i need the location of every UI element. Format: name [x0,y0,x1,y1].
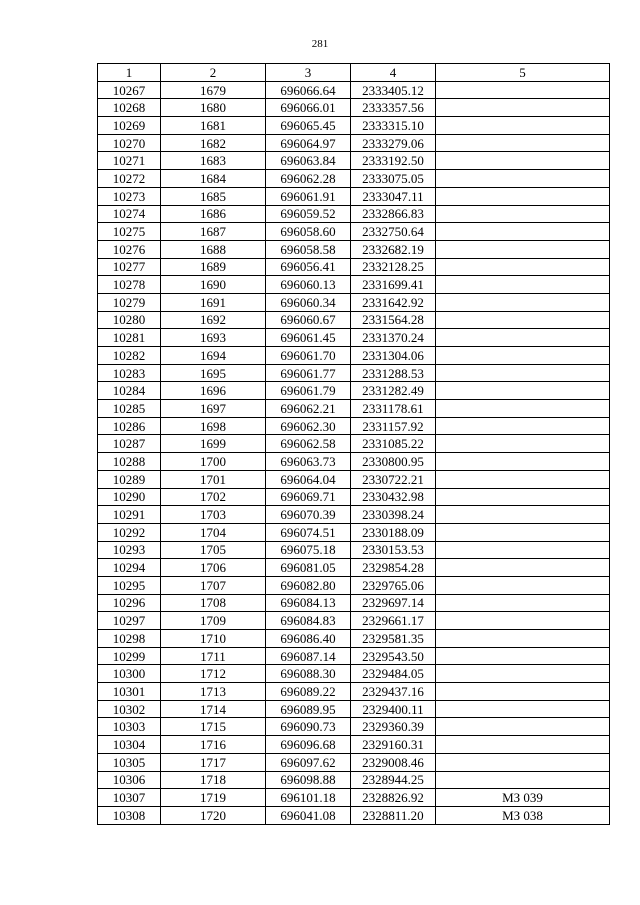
table-cell-col-2: 1713 [161,683,266,701]
table-cell-col-1: 10273 [98,187,161,205]
table-cell-col-5 [436,523,610,541]
table-cell-col-2: 1717 [161,753,266,771]
table-row [98,470,610,488]
table-cell-col-1: 10274 [98,205,161,223]
table-cell-col-2: 1697 [161,400,266,418]
table-cell-col-3: 696061.70 [266,347,351,365]
table-cell-col-1: 10288 [98,453,161,471]
table-cell-col-2: 1679 [161,81,266,99]
table-cell-col-3: 696089.22 [266,683,351,701]
table-row [98,612,610,630]
table-cell-col-3: 696058.60 [266,223,351,241]
table-row [98,736,610,754]
table-cell-col-5 [436,364,610,382]
table-cell-col-1: 10293 [98,541,161,559]
table-row [98,683,610,701]
table-cell-col-2: 1710 [161,630,266,648]
table-cell-col-5 [436,683,610,701]
table-row [98,364,610,382]
table-cell-col-1: 10298 [98,630,161,648]
table-row [98,329,610,347]
table-cell-col-5 [436,488,610,506]
table-cell-col-2: 1694 [161,347,266,365]
table-cell-col-4: 2330432.98 [351,488,436,506]
table-row [98,99,610,117]
table-cell-col-4: 2331699.41 [351,276,436,294]
table-cell-col-5 [436,223,610,241]
table-cell-col-4: 2330188.09 [351,523,436,541]
table-row [98,276,610,294]
table-cell-col-5 [436,170,610,188]
table-cell-col-1: 10300 [98,665,161,683]
table-cell-col-2: 1714 [161,700,266,718]
table-cell-col-1: 10301 [98,683,161,701]
table-cell-col-1: 10270 [98,134,161,152]
table-cell-col-4: 2329360.39 [351,718,436,736]
table-row [98,665,610,683]
table-cell-col-3: 696089.95 [266,700,351,718]
table-body [98,81,610,824]
table-cell-col-3: 696062.58 [266,435,351,453]
table-cell-col-3: 696066.64 [266,81,351,99]
table-cell-col-3: 696090.73 [266,718,351,736]
table-cell-col-1: 10278 [98,276,161,294]
table-row [98,170,610,188]
table-cell-col-2: 1695 [161,364,266,382]
table-row [98,435,610,453]
table-cell-col-4: 2329765.06 [351,576,436,594]
table-row [98,453,610,471]
table-cell-col-5 [436,400,610,418]
table-cell-col-5 [436,382,610,400]
table-row [98,559,610,577]
table-cell-col-3: 696058.58 [266,240,351,258]
table-cell-col-4: 2332750.64 [351,223,436,241]
table-cell-col-3: 696074.51 [266,523,351,541]
table-cell-col-5 [436,736,610,754]
table-cell-col-5 [436,453,610,471]
table-cell-col-5 [436,700,610,718]
table-cell-col-1: 10267 [98,81,161,99]
table-cell-col-2: 1683 [161,152,266,170]
table-cell-col-1: 10285 [98,400,161,418]
table-cell-col-3: 696061.91 [266,187,351,205]
table-cell-col-3: 696084.83 [266,612,351,630]
table-cell-col-4: 2329543.50 [351,647,436,665]
table-cell-col-5 [436,435,610,453]
table-row [98,700,610,718]
table-cell-col-4: 2331178.61 [351,400,436,418]
table-row [98,753,610,771]
table-cell-col-4: 2329581.35 [351,630,436,648]
table-cell-col-1: 10308 [98,806,161,824]
table-cell-col-2: 1718 [161,771,266,789]
table-cell-col-3: 696056.41 [266,258,351,276]
table-cell-col-1: 10272 [98,170,161,188]
table-row [98,347,610,365]
table-cell-col-4: 2329854.28 [351,559,436,577]
table-cell-col-3: 696069.71 [266,488,351,506]
table-cell-col-3: 696062.21 [266,400,351,418]
table-cell-col-4: 2333192.50 [351,152,436,170]
table-row [98,205,610,223]
table-cell-col-5 [436,506,610,524]
table-cell-col-5 [436,612,610,630]
table-cell-col-5 [436,665,610,683]
table-cell-col-5 [436,240,610,258]
table-cell-col-3: 696063.84 [266,152,351,170]
table-cell-col-1: 10307 [98,789,161,807]
table-cell-col-5 [436,329,610,347]
table-cell-col-3: 696060.67 [266,311,351,329]
table-cell-col-3: 696088.30 [266,665,351,683]
table-cell-col-2: 1711 [161,647,266,665]
table-cell-col-1: 10299 [98,647,161,665]
table-cell-col-1: 10289 [98,470,161,488]
table-cell-col-3: 696082.80 [266,576,351,594]
table-cell-col-4: 2328944.25 [351,771,436,789]
table-cell-col-5 [436,470,610,488]
table-cell-col-2: 1706 [161,559,266,577]
coordinates-table [97,63,610,825]
table-cell-col-3: 696064.97 [266,134,351,152]
table-cell-col-4: 2328811.20 [351,806,436,824]
table-cell-col-3: 696101.18 [266,789,351,807]
table-row [98,293,610,311]
table-cell-col-2: 1707 [161,576,266,594]
table-cell-col-3: 696061.45 [266,329,351,347]
table-cell-col-2: 1691 [161,293,266,311]
table-cell-col-5 [436,541,610,559]
table-cell-col-1: 10297 [98,612,161,630]
column-header-2: 2 [161,64,266,82]
table-cell-col-2: 1703 [161,506,266,524]
table-cell-col-2: 1685 [161,187,266,205]
table-cell-col-3: 696097.62 [266,753,351,771]
table-cell-col-3: 696062.28 [266,170,351,188]
table-cell-col-5 [436,753,610,771]
table-cell-col-3: 696098.88 [266,771,351,789]
table-cell-col-5 [436,311,610,329]
table-cell-col-1: 10295 [98,576,161,594]
table-cell-col-5 [436,718,610,736]
table-cell-col-4: 2328826.92 [351,789,436,807]
table-cell-col-4: 2331370.24 [351,329,436,347]
column-header-3: 3 [266,64,351,82]
table-cell-col-5 [436,134,610,152]
table-cell-col-2: 1702 [161,488,266,506]
table-cell-col-3: 696061.79 [266,382,351,400]
table-cell-col-1: 10281 [98,329,161,347]
table-cell-col-3: 696063.73 [266,453,351,471]
table-cell-col-1: 10276 [98,240,161,258]
table-cell-col-1: 10286 [98,417,161,435]
table-cell-col-1: 10275 [98,223,161,241]
table-cell-col-1: 10282 [98,347,161,365]
table-cell-col-1: 10294 [98,559,161,577]
table-cell-col-4: 2329437.16 [351,683,436,701]
table-cell-col-1: 10271 [98,152,161,170]
table-cell-col-4: 2329661.17 [351,612,436,630]
table-cell-col-4: 2330800.95 [351,453,436,471]
table-cell-col-3: 696060.34 [266,293,351,311]
table-cell-col-1: 10303 [98,718,161,736]
table-cell-col-5 [436,187,610,205]
page-number: 281 [311,38,329,50]
table-cell-col-1: 10284 [98,382,161,400]
table-cell-col-4: 2333075.05 [351,170,436,188]
table-row [98,806,610,824]
table-row [98,311,610,329]
column-header-5: 5 [436,64,610,82]
table-row [98,81,610,99]
table-row [98,152,610,170]
table-row [98,258,610,276]
table-cell-col-2: 1699 [161,435,266,453]
table-cell-col-2: 1680 [161,99,266,117]
table-cell-col-4: 2333315.10 [351,117,436,135]
table-cell-col-5 [436,152,610,170]
table-cell-col-5 [436,81,610,99]
table-cell-col-4: 2330398.24 [351,506,436,524]
table-cell-col-3: 696084.13 [266,594,351,612]
table-cell-col-3: 696065.45 [266,117,351,135]
table-cell-col-5: МЗ 039 [436,789,610,807]
table-cell-col-4: 2333047.11 [351,187,436,205]
table-cell-col-1: 10306 [98,771,161,789]
table-cell-col-2: 1686 [161,205,266,223]
table-cell-col-1: 10283 [98,364,161,382]
table-cell-col-5 [436,205,610,223]
table-cell-col-2: 1689 [161,258,266,276]
table-cell-col-3: 696096.68 [266,736,351,754]
table-cell-col-1: 10269 [98,117,161,135]
table-cell-col-3: 696061.77 [266,364,351,382]
table-row [98,506,610,524]
table-cell-col-5 [436,293,610,311]
table-cell-col-1: 10268 [98,99,161,117]
table-cell-col-2: 1708 [161,594,266,612]
table-cell-col-5 [436,594,610,612]
table-cell-col-5 [436,630,610,648]
table-cell-col-5 [436,576,610,594]
table-cell-col-2: 1692 [161,311,266,329]
table-cell-col-4: 2329697.14 [351,594,436,612]
table-cell-col-5 [436,258,610,276]
table-row [98,223,610,241]
table-cell-col-4: 2333279.06 [351,134,436,152]
table-cell-col-2: 1698 [161,417,266,435]
table-cell-col-4: 2332682.19 [351,240,436,258]
table-cell-col-1: 10287 [98,435,161,453]
header-row [98,64,610,82]
column-header-4: 4 [351,64,436,82]
table-cell-col-4: 2329484.05 [351,665,436,683]
table-cell-col-4: 2330722.21 [351,470,436,488]
table-cell-col-2: 1704 [161,523,266,541]
table-cell-col-4: 2329400.11 [351,700,436,718]
table-cell-col-1: 10290 [98,488,161,506]
table-cell-col-4: 2329160.31 [351,736,436,754]
table-row [98,630,610,648]
column-header-1: 1 [98,64,161,82]
table-row [98,382,610,400]
table-cell-col-5 [436,559,610,577]
table-row [98,594,610,612]
table-cell-col-2: 1716 [161,736,266,754]
table-cell-col-1: 10277 [98,258,161,276]
table-cell-col-4: 2333405.12 [351,81,436,99]
table-cell-col-2: 1693 [161,329,266,347]
table-cell-col-2: 1687 [161,223,266,241]
table-cell-col-2: 1720 [161,806,266,824]
table-cell-col-5: МЗ 038 [436,806,610,824]
table-row [98,187,610,205]
table-row [98,647,610,665]
table-cell-col-4: 2331642.92 [351,293,436,311]
table-cell-col-5 [436,417,610,435]
table-cell-col-4: 2332128.25 [351,258,436,276]
table-cell-col-2: 1682 [161,134,266,152]
table-cell-col-5 [436,771,610,789]
table-cell-col-2: 1700 [161,453,266,471]
table-row [98,523,610,541]
table-cell-col-3: 696059.52 [266,205,351,223]
table-cell-col-3: 696086.40 [266,630,351,648]
table-cell-col-2: 1690 [161,276,266,294]
table-row [98,541,610,559]
table-cell-col-3: 696081.05 [266,559,351,577]
table-cell-col-4: 2331157.92 [351,417,436,435]
table-cell-col-5 [436,99,610,117]
table-cell-col-2: 1696 [161,382,266,400]
table-cell-col-4: 2333357.56 [351,99,436,117]
table-row [98,240,610,258]
table-cell-col-1: 10305 [98,753,161,771]
table-cell-col-4: 2332866.83 [351,205,436,223]
table-cell-col-3: 696066.01 [266,99,351,117]
table-cell-col-2: 1688 [161,240,266,258]
table-cell-col-3: 696075.18 [266,541,351,559]
table-cell-col-5 [436,117,610,135]
table-cell-col-4: 2330153.53 [351,541,436,559]
table-cell-col-5 [436,347,610,365]
table-cell-col-1: 10296 [98,594,161,612]
table-cell-col-3: 696070.39 [266,506,351,524]
table-row [98,117,610,135]
table-cell-col-1: 10291 [98,506,161,524]
table-cell-col-2: 1684 [161,170,266,188]
table-cell-col-1: 10292 [98,523,161,541]
table-cell-col-5 [436,647,610,665]
table-cell-col-4: 2331304.06 [351,347,436,365]
table-row [98,488,610,506]
table-cell-col-2: 1701 [161,470,266,488]
table-row [98,576,610,594]
table-cell-col-2: 1715 [161,718,266,736]
table-cell-col-2: 1719 [161,789,266,807]
table-cell-col-3: 696060.13 [266,276,351,294]
table-cell-col-1: 10280 [98,311,161,329]
table-header [98,64,610,82]
table-cell-col-2: 1705 [161,541,266,559]
table-cell-col-3: 696087.14 [266,647,351,665]
table-row [98,134,610,152]
table-cell-col-5 [436,276,610,294]
table-cell-col-4: 2331288.53 [351,364,436,382]
table-cell-col-1: 10304 [98,736,161,754]
table-cell-col-2: 1712 [161,665,266,683]
table-row [98,718,610,736]
table-cell-col-1: 10302 [98,700,161,718]
table-cell-col-2: 1709 [161,612,266,630]
table-cell-col-2: 1681 [161,117,266,135]
table-cell-col-3: 696062.30 [266,417,351,435]
table-cell-col-4: 2331282.49 [351,382,436,400]
table-cell-col-4: 2331564.28 [351,311,436,329]
table-cell-col-1: 10279 [98,293,161,311]
table-cell-col-3: 696041.08 [266,806,351,824]
table-row [98,417,610,435]
table-row [98,789,610,807]
table-cell-col-4: 2329008.46 [351,753,436,771]
table-cell-col-3: 696064.04 [266,470,351,488]
table-row [98,771,610,789]
table-row [98,400,610,418]
table-cell-col-4: 2331085.22 [351,435,436,453]
